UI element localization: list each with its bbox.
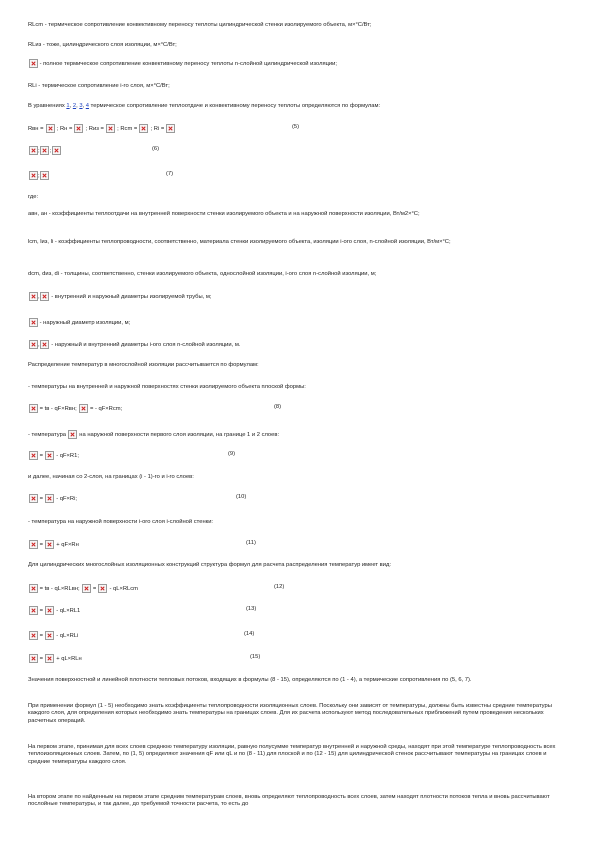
formula-image-icon [45,494,54,503]
def-insulation-diameter: - наружный диаметр изоляции, м; [28,318,568,327]
equation-number: (6) [152,146,160,152]
formula-image-icon [45,606,54,615]
equation-9: = - qF×R1; (9) [28,451,568,460]
paragraph-second-stage: На втором этапе по найденным на первом этапе средним температурам слоев, вновь определяют теплопроводность всех слоев, затем находят плотности потоков тепла и вновь рассчитывают послойные температуры, и так далее, до требуемой точности расчета, то есть до [28,794,550,808]
equation-14: = - qL×RLi (14) [28,631,568,640]
def-pipe-diameters: , - внутренний и наружный диаметры изолируемой трубы, м; [28,292,568,301]
equation-10: = - qF×Ri; (10) [28,494,568,503]
eq-ref-link[interactable]: 4 [85,103,90,109]
eq-ref-link[interactable]: 1 [66,103,70,109]
formula-image-icon [29,292,38,301]
formula-image-icon [46,124,55,133]
formula-image-icon [139,124,148,133]
def-alpha: aвн, aн - коэффициенты теплоотдачи на внутренней поверхности стенки изолируемого объекта и на наружной поверхности изоляции, Вт/м2×°C; [28,211,420,217]
formula-image-icon [29,340,38,349]
formula-image-icon [29,654,38,663]
equation-6: ; ; (6) [28,146,568,155]
def-lambda: lcm, lиз, li - коэффициенты теплопроводности, соответственно, материала стенки изолируемого объекта, изоляции i-ого слоя, n-слойной изоляции, Вт/м×°C; [28,239,451,245]
paragraph-values: Значения поверхностной и линейной плотности тепловых потоков, входящих в формулы (8 - 15), определяются по (1 - 4), а термические сопротивления по (5, 6, 7). [28,677,472,683]
def-delta: dcm, dиз, di - толщины, соответственно, стенки изолируемого объекта, однослойной изоляции, i-ого слоя n-слойной изоляции, м; [28,271,377,277]
equation-number: (5) [292,124,300,130]
equations-ref-line: В уравнениях 1, 2, 3, 4 термическое сопротивление теплоотдаче и конвективному переносу теплоты определяются по формулам: [28,103,381,109]
formula-image-icon [29,451,38,460]
def-rl-total: - полное термическое сопротивление конвективному переносу теплоты n-слойной цилиндрической изоляции; [28,59,568,68]
equation-number: (15) [250,654,261,660]
eq-ref-link[interactable]: 3 [79,103,83,109]
formula-image-icon [29,318,38,327]
formula-image-icon [40,292,49,301]
formula-image-icon [29,404,38,413]
paragraph-first-stage: На первом этапе, принимая для всех слоев среднюю температуру изоляции, равную полусумме температур внутренней и наружной среды, находят при этой температуре теплопроводность всех теплоизоляционных слоев. Затем, по (1, 5) определяют значения qF или qL и по (8 - 11) для плоской и по (12 - 15) для цилиндрической стенок рассчитывают температуры на границах слоев и средние температуры каждого слоя. [28,744,556,765]
equation-number: (11) [246,540,256,546]
equation-number: (14) [244,631,255,637]
def-layer-diameters: , - наружный и внутренний диаметры i-ого слоя n-слойной изоляции, м. [28,340,568,349]
equation-13: = - qL×RL1 (13) [28,606,568,615]
formula-image-icon [106,124,115,133]
equation-number: (8) [274,404,282,410]
formula-image-icon [166,124,175,133]
temp-first-layer-intro: - температура на наружной поверхности первого слоя изоляции, на границе 1 и 2 слоев: [28,430,568,439]
equation-number: (7) [166,171,174,177]
cylindrical-intro: Для цилиндрических многослойных изоляционных конструкций структура формул для расчета распределения температур имеет вид: [28,562,391,568]
eq-ref-link[interactable]: 2 [72,103,77,109]
formula-image-icon [68,430,77,439]
equation-8: = tв - qF×Rвн; = - qF×Rcm; (8) [28,404,568,413]
def-rlcm: RLcm - термическое сопротивление конвективному переносу теплоты цилиндрической стенки изолируемого объекта, м×°C/Вт; [28,22,372,28]
def-rli: RLi - термическое сопротивление i-го слоя, м×°C/Вт; [28,83,170,89]
formula-image-icon [29,171,38,180]
formula-image-icon [40,340,49,349]
equation-7: ; (7) [28,171,568,180]
equation-15: = + qL×RLн (15) [28,654,568,663]
formula-image-icon [45,654,54,663]
formula-image-icon [40,146,49,155]
temps-wall-intro: - температуры на внутренней и наружной поверхностях стенки изолируемого объекта плоской формы: [28,384,306,390]
formula-image-icon [74,124,83,133]
formula-image-icon [52,146,61,155]
and-further-intro: и далее, начиная со 2-слоя, на границах (i - 1)-го и i-го слоев: [28,474,194,480]
formula-image-icon [29,59,38,68]
formula-image-icon [29,584,38,593]
formula-image-icon [45,540,54,549]
equation-number: (9) [228,451,236,457]
equation-number: (10) [236,494,247,500]
formula-image-icon [29,494,38,503]
where-label: где: [28,194,39,200]
formula-image-icon [79,404,88,413]
formula-image-icon [45,451,54,460]
formula-image-icon [82,584,91,593]
formula-image-icon [29,606,38,615]
distribution-intro: Распределение температур в многослойной изоляции рассчитывается по формулам: [28,362,259,368]
formula-image-icon [29,631,38,640]
formula-image-icon [98,584,107,593]
equation-number: (12) [274,584,285,590]
formula-image-icon [40,171,49,180]
temp-outer-intro: - температура на наружной поверхности i-ого слоя i-слойной стенки: [28,519,214,525]
equation-12: = tв - qL×RLвн; = - qL×RLcm (12) [28,584,568,593]
equation-11: = + qF×Rн (11) [28,540,568,549]
equation-number: (13) [246,606,257,612]
def-rliz: RLиз - тоже, цилиндрического слоя изоляции, м×°C/Вт; [28,42,177,48]
formula-image-icon [29,146,38,155]
equation-5: Rвн = ; Rн = ; Rиз = ; Rcm = ; Ri = (5) [28,124,300,133]
paragraph-method: При применении формул (1 - 5) необходимо знать коэффициенты теплопроводности изоляционных слоев. Поскольку они зависят от температуры, должны быть известны средние температуры каждого слоя, для определения которых необходимо знать температуры на границах слоев. Для их расчета используют метод последовательных приближений путем проведения нескольких расчетных операций. [28,703,552,724]
formula-image-icon [45,631,54,640]
formula-image-icon [29,540,38,549]
